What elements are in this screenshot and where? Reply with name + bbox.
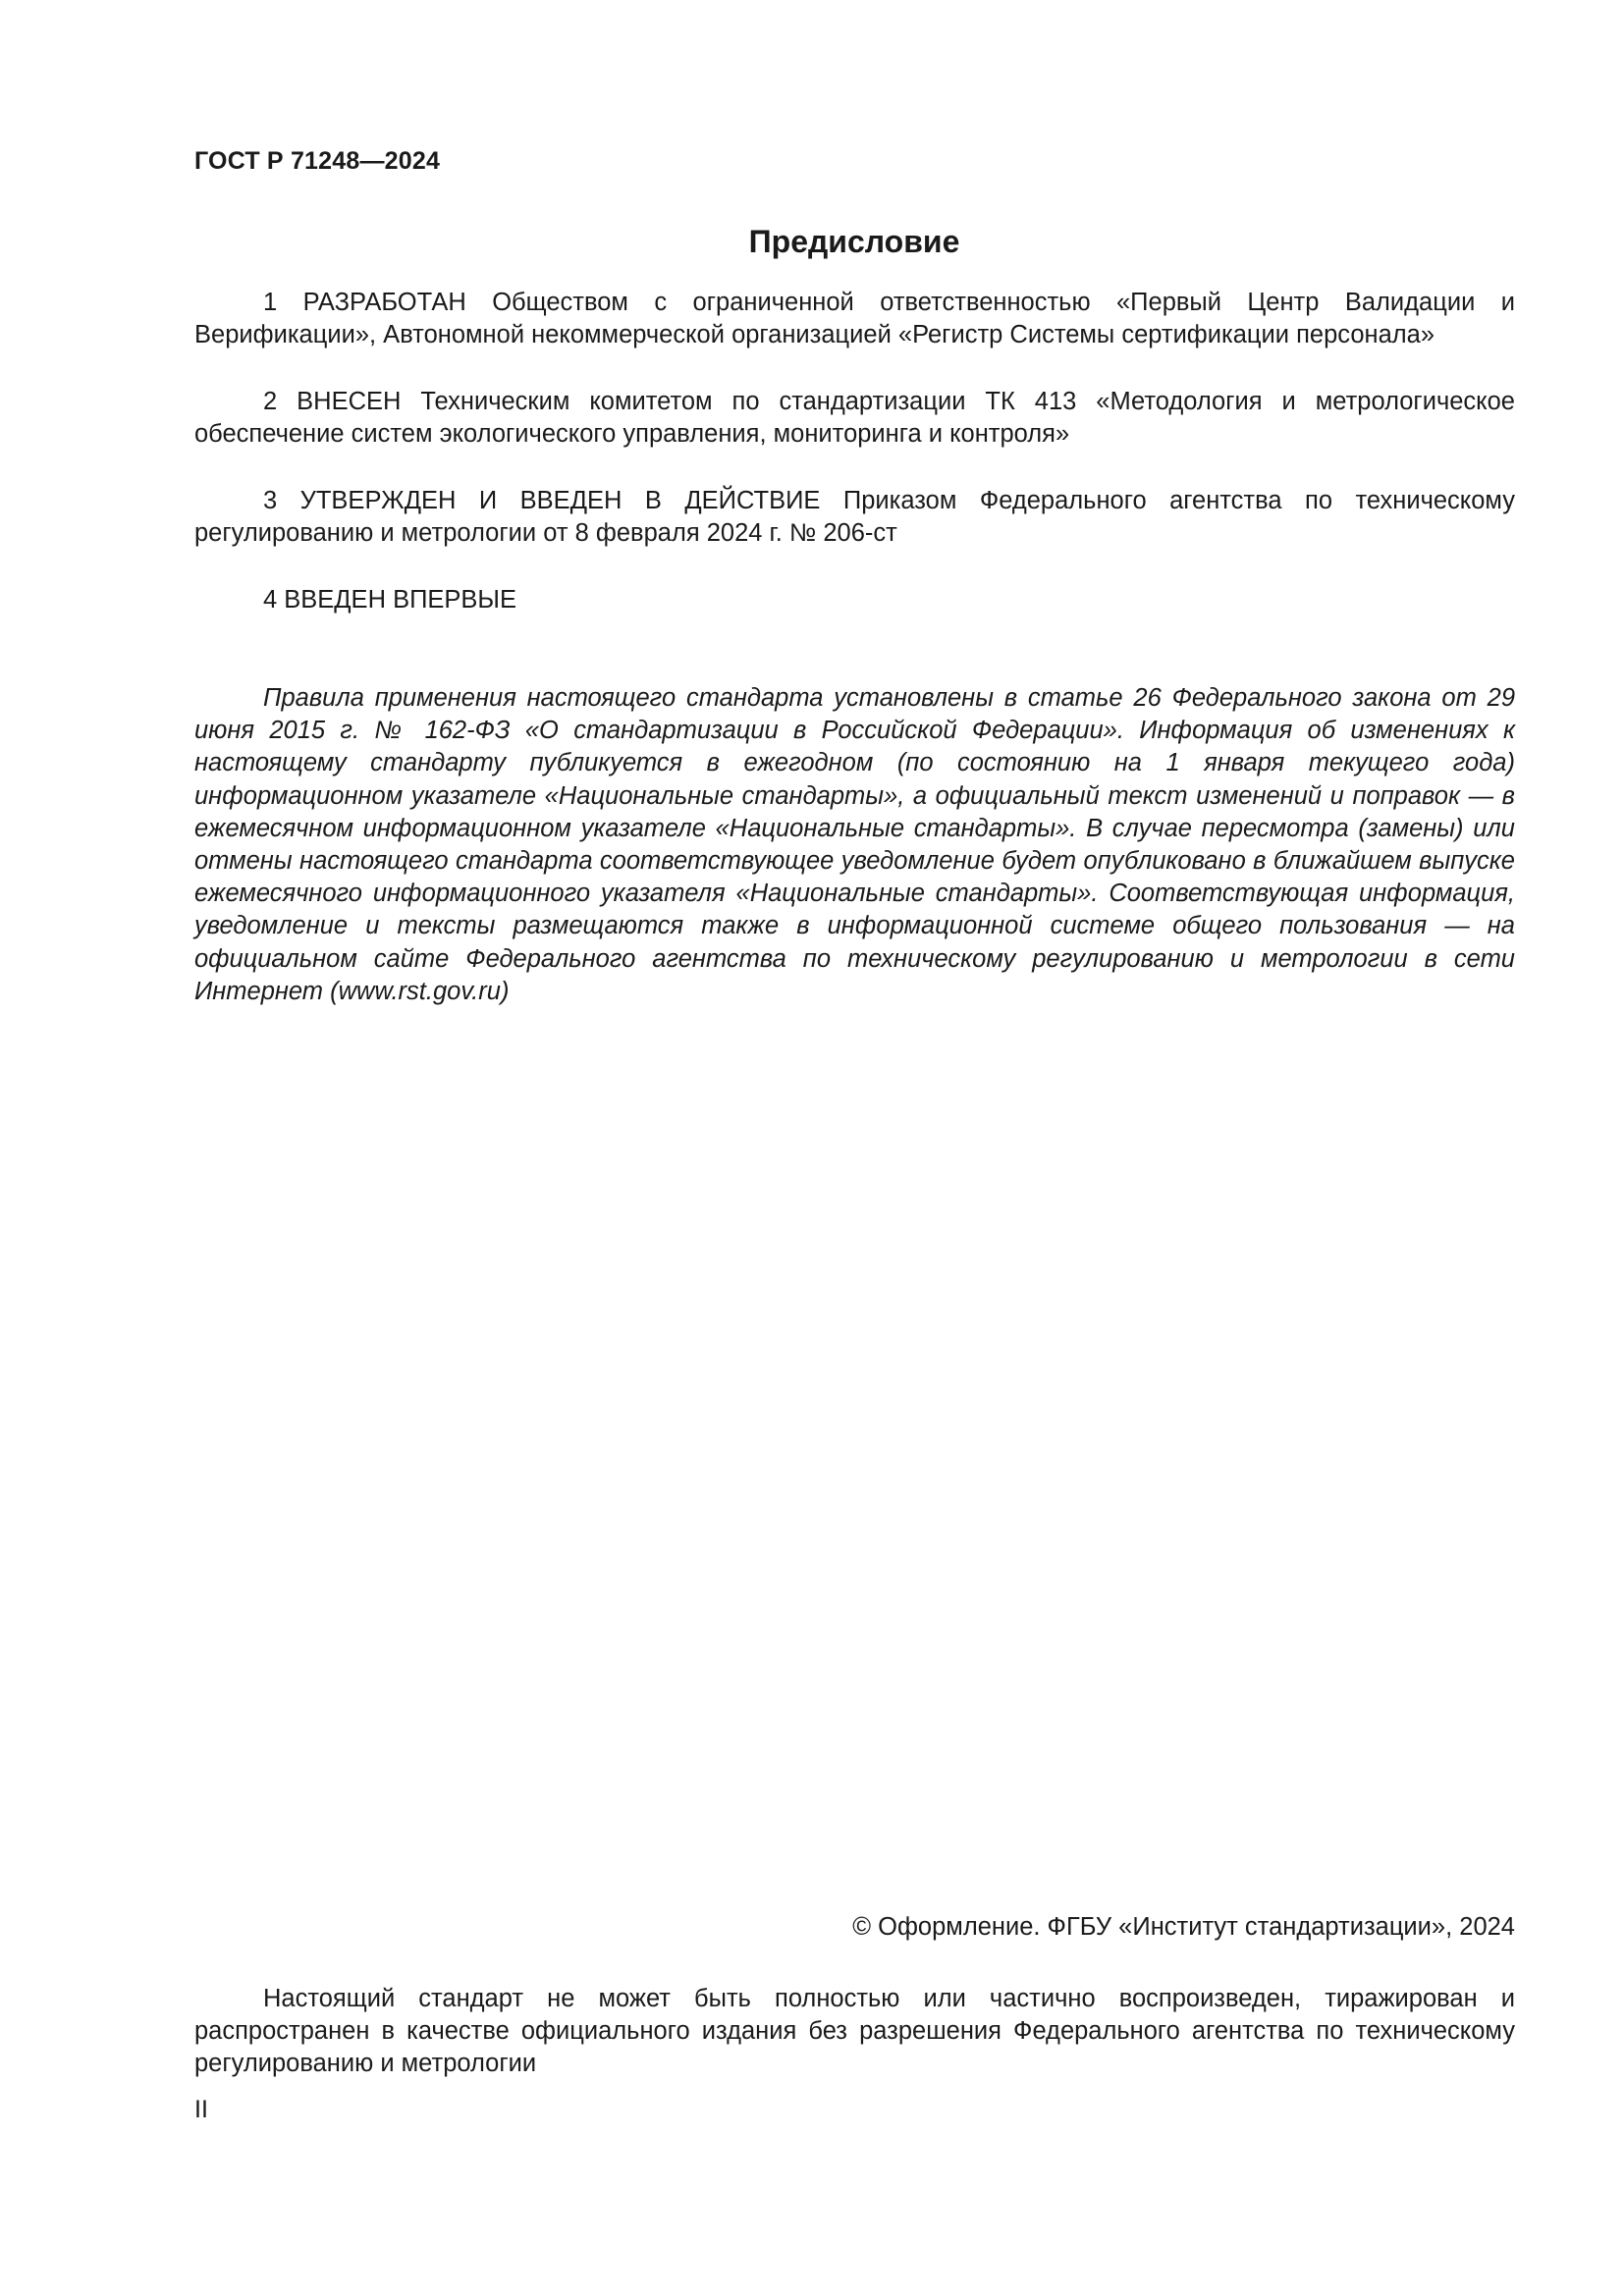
reproduction-restriction — [194, 1983, 1515, 2080]
foreword-item-3 — [194, 485, 1515, 550]
page-number: II — [194, 2096, 208, 2123]
foreword-item-text: 2 ВНЕСЕН Техническим комитетом по стандартизации ТК 413 «Методология и метрологическое обеспечение систем экологического управления, мониторинга и контроля» — [194, 388, 1515, 448]
copyright-line: © Оформление. ФГБУ «Институт стандартизации», 2024 — [852, 1913, 1515, 1941]
restriction-text: Настоящий стандарт не может быть полностью или частично воспроизведен, тиражирован и распространен в качестве официального издания без разрешения Федерального агентства по техническому регулированию и метрологии — [194, 1985, 1515, 2077]
document-code: ГОСТ Р 71248—2024 — [194, 147, 441, 175]
foreword-item-2 — [194, 386, 1515, 451]
standard-application-notice — [194, 682, 1515, 1008]
page-title: Предисловие — [748, 224, 960, 259]
foreword-item-4 — [194, 584, 1515, 616]
foreword-item-text: 3 УТВЕРЖДЕН И ВВЕДЕН В ДЕЙСТВИЕ Приказом Федерального агентства по техническому регулированию и метрологии от 8 февраля 2024 г. № 206-ст — [194, 487, 1515, 547]
foreword-item-text: 1 РАЗРАБОТАН Обществом с ограниченной ответственностью «Первый Центр Валидации и Верификации», Автономной некоммерческой организацией «Регистр Системы сертификации персонала» — [194, 289, 1515, 348]
foreword-item-text: 4 ВВЕДЕН ВПЕРВЫЕ — [263, 586, 517, 614]
foreword-item-1 — [194, 287, 1515, 351]
notice-text: Правила применения настоящего стандарта установлены в статье 26 Федерального закона от 29 июня 2015 г. № 162-ФЗ «О стандартизации в Российской Федерации». Информация об изменениях к настоящему стандарту публикуется в ежегодном (по состоянию на 1 января текущего года) информационном указателе «Национальные стандарты», а официальный текст изменений и поправок — в ежемесячном информационном указателе «Национальные стандарты». В случае пересмотра (замены) или отмены настоящего стандарта соответствующее уведомление будет опубликовано в ближайшем выпуске ежемесячного информационного указателя «Национальные стандарты». Соответствующая информация, уведомление и тексты размещаются также в информационной системе общего пользования — на официальном сайте Федерального агентства по техническому регулированию и метрологии в сети Интернет (www.rst.gov.ru) — [194, 684, 1515, 1005]
